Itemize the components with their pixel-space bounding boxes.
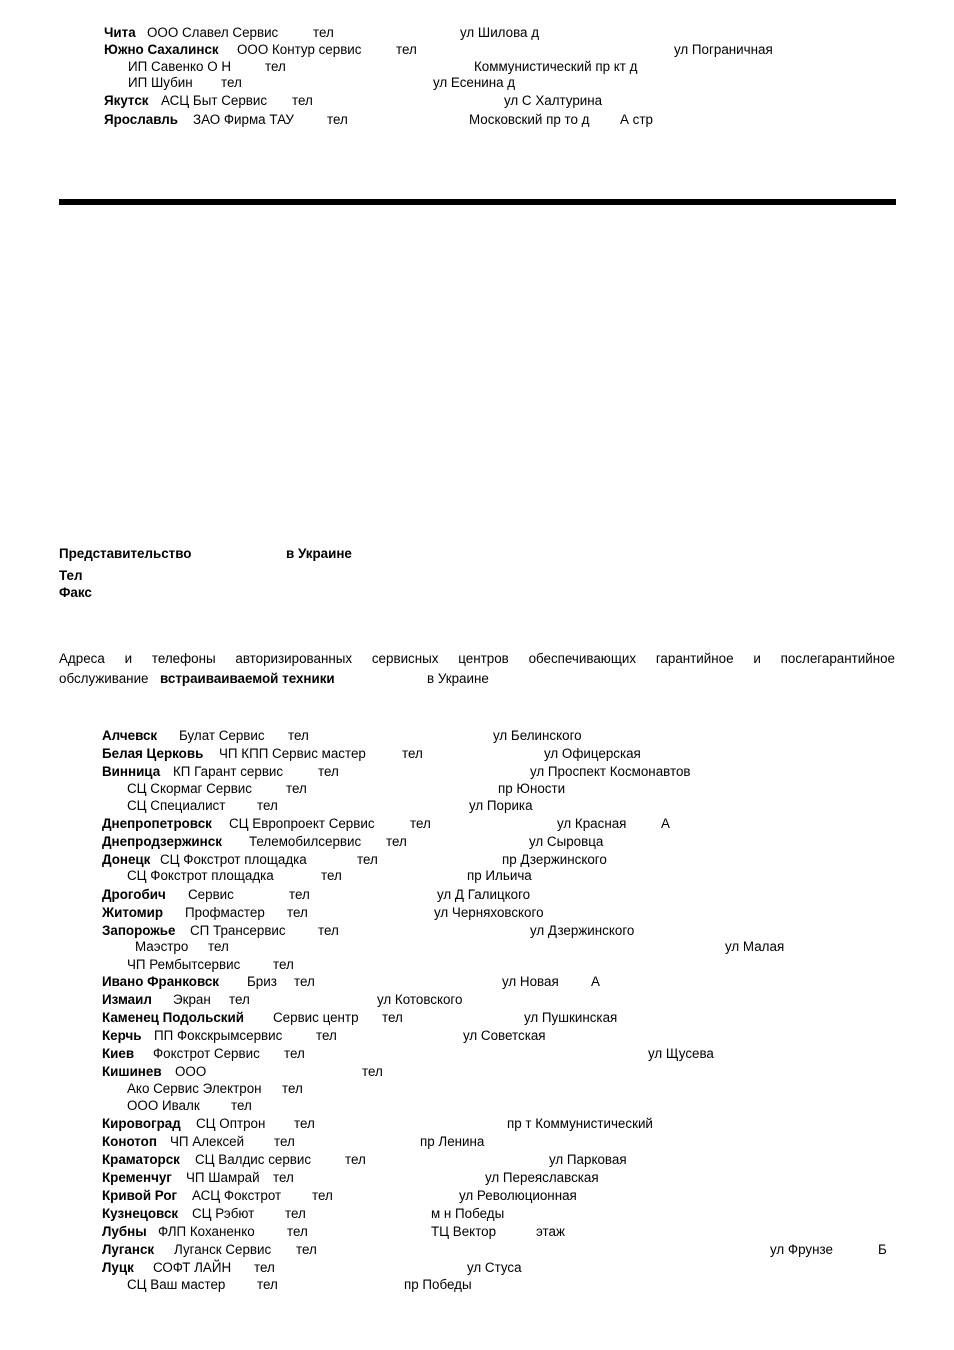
city-name: Измаил <box>102 992 152 1007</box>
city-name: Кишинев <box>102 1064 162 1079</box>
org-name: Луганск Сервис <box>174 1242 272 1257</box>
tel-label: тел <box>257 1277 278 1292</box>
tel-label: тел <box>285 1206 306 1221</box>
address: ул Малая <box>725 939 785 954</box>
org-name: ООО Контур сервис <box>237 42 362 57</box>
tel-label: тел <box>273 957 294 972</box>
address: ул Шилова д <box>460 25 540 40</box>
org-name: ЧП Алексей <box>170 1134 245 1149</box>
address: ул Советская <box>463 1028 546 1043</box>
city-name: Луганск <box>102 1242 155 1257</box>
city-name: Кременчуг <box>102 1170 172 1185</box>
org-name: СЦ Оптрон <box>196 1116 266 1131</box>
tel-label: тел <box>316 1028 337 1043</box>
org-name: СЦ Валдис сервис <box>195 1152 312 1167</box>
tel-label: тел <box>386 834 407 849</box>
org-name: СОФТ ЛАЙН <box>153 1260 232 1275</box>
org-name: ФЛП Коханенко <box>158 1224 255 1239</box>
org-name: Бриз <box>247 974 277 989</box>
city-name: Краматорск <box>102 1152 180 1167</box>
intro-bold: встраиваиваемой техники <box>160 671 335 686</box>
city-name: Алчевск <box>102 728 158 743</box>
city-name: Южно Сахалинск <box>104 42 219 57</box>
intro-line-2 <box>59 669 895 689</box>
address: ул Переяславская <box>485 1170 599 1185</box>
org-name: ИП Шубин <box>128 75 193 90</box>
tel-label: тел <box>402 746 423 761</box>
tel-label: тел <box>231 1098 252 1113</box>
city-name: Якутск <box>104 93 149 108</box>
tel-label: тел <box>286 781 307 796</box>
tel-label: тел <box>274 1134 295 1149</box>
org-name: Экран <box>173 992 211 1007</box>
org-name: Сервис <box>188 887 234 902</box>
city-name: Ярославль <box>104 112 179 127</box>
city-name: Белая Церковь <box>102 746 204 761</box>
org-name: ООО <box>175 1064 207 1079</box>
address: ТЦ Вектор <box>431 1224 497 1239</box>
city-name: Керчь <box>102 1028 142 1043</box>
org-name: СЦ Фокстрот площадка <box>127 868 274 883</box>
org-name: Телемобилсервис <box>249 834 362 849</box>
tel-label: тел <box>313 25 334 40</box>
tel-label: тел <box>318 923 339 938</box>
address: ул Стуса <box>467 1260 522 1275</box>
city-name: Ивано Франковск <box>102 974 220 989</box>
city-name: Кузнецовск <box>102 1206 179 1221</box>
org-name: ЧП Рембытсервис <box>127 957 241 972</box>
address: ул Пограничная <box>674 42 773 57</box>
address: ул Котовского <box>377 992 463 1007</box>
address: ул Красная <box>557 816 627 831</box>
tel-label: тел <box>273 1170 294 1185</box>
org-name: Ако Сервис Электрон <box>127 1081 262 1096</box>
address: ул Д Галицкого <box>437 887 531 902</box>
address: ул Фрунзе <box>770 1242 833 1257</box>
tel-label: тел <box>257 798 278 813</box>
address-extra: этаж <box>536 1224 565 1239</box>
address: пр Дзержинского <box>502 852 607 867</box>
tel-label: тел <box>362 1064 383 1079</box>
org-name: ПП Фокскрымсервис <box>154 1028 283 1043</box>
tel-label: тел <box>327 112 348 127</box>
tel-label: тел <box>312 1188 333 1203</box>
tel-label: тел <box>287 1224 308 1239</box>
city-name: Чита <box>104 25 136 40</box>
address: ул Революционная <box>459 1188 577 1203</box>
tel-label: тел <box>208 939 229 954</box>
intro-suffix: в Украине <box>427 671 489 686</box>
office-fax-label: Факс <box>59 585 92 600</box>
address: ул С Халтурина <box>504 93 603 108</box>
city-name: Донецк <box>102 852 151 867</box>
address-extra: А <box>591 974 600 989</box>
tel-label: тел <box>288 728 309 743</box>
org-name: ЧП КПП Сервис мастер <box>219 746 366 761</box>
org-name: СЦ Фокстрот площадка <box>160 852 307 867</box>
address: ул Пушкинская <box>524 1010 618 1025</box>
org-name: СЦ Рэбют <box>192 1206 255 1221</box>
org-name: СЦ Ваш мастер <box>127 1277 226 1292</box>
org-name: Сервис центр <box>273 1010 359 1025</box>
org-name: Фокстрот Сервис <box>153 1046 260 1061</box>
address: ул Новая <box>502 974 559 989</box>
address: ул Белинского <box>493 728 582 743</box>
address: Московский пр то д <box>469 112 590 127</box>
tel-label: тел <box>294 974 315 989</box>
org-name: СЦ Европроект Сервис <box>229 816 375 831</box>
tel-label: тел <box>292 93 313 108</box>
org-name: ЧП Шамрай <box>186 1170 260 1185</box>
org-name: ИП Савенко О Н <box>128 59 232 74</box>
org-name: АСЦ Быт Сервис <box>161 93 268 108</box>
city-name: Каменец Подольский <box>102 1010 244 1025</box>
org-name: Маэстро <box>135 939 189 954</box>
tel-label: тел <box>289 887 310 902</box>
address: пр Ильича <box>467 868 532 883</box>
address: ул Порика <box>469 798 533 813</box>
tel-label: тел <box>410 816 431 831</box>
office-title: Представительство <box>59 546 192 561</box>
tel-label: тел <box>221 75 242 90</box>
tel-label: тел <box>321 868 342 883</box>
tel-label: тел <box>382 1010 403 1025</box>
tel-label: тел <box>282 1081 303 1096</box>
intro-prefix: обслуживание <box>59 671 149 686</box>
tel-label: тел <box>294 1116 315 1131</box>
tel-label: тел <box>396 42 417 57</box>
address: пр Ленина <box>420 1134 485 1149</box>
office-tel-label: Тел <box>59 568 83 583</box>
intro-line-1: Адреса и телефоны авторизированных сервисных центров обеспечивающих гарантийное и послегарантийное <box>59 651 895 666</box>
city-name: Днепродзержинск <box>102 834 222 849</box>
address: Коммунистический пр кт д <box>474 59 638 74</box>
tel-label: тел <box>357 852 378 867</box>
tel-label: тел <box>345 1152 366 1167</box>
address: ул Офицерская <box>544 746 641 761</box>
org-name: СЦ Скормаг Сервис <box>127 781 252 796</box>
address: пр т Коммунистический <box>507 1116 653 1131</box>
city-name: Лубны <box>102 1224 147 1239</box>
city-name: Запорожье <box>102 923 176 938</box>
city-name: Конотоп <box>102 1134 157 1149</box>
city-name: Житомир <box>102 905 164 920</box>
address: ул Есенина д <box>433 75 516 90</box>
city-name: Днепропетровск <box>102 816 212 831</box>
org-name: СЦ Специалист <box>127 798 226 813</box>
address-extra: А стр <box>620 112 653 127</box>
org-name: Булат Сервис <box>179 728 265 743</box>
address: ул Дзержинского <box>530 923 635 938</box>
org-name: ЗАО Фирма ТАУ <box>193 112 294 127</box>
org-name: СП Трансервис <box>190 923 286 938</box>
tel-label: тел <box>296 1242 317 1257</box>
city-name: Киев <box>102 1046 135 1061</box>
city-name: Кривой Рог <box>102 1188 178 1203</box>
org-name: ООО Славел Сервис <box>147 25 279 40</box>
address: ул Сыровца <box>529 834 604 849</box>
address: м н Победы <box>431 1206 505 1221</box>
address-extra: Б <box>878 1242 887 1257</box>
city-name: Луцк <box>102 1260 134 1275</box>
tel-label: тел <box>265 59 286 74</box>
address: ул Черняховского <box>434 905 544 920</box>
tel-label: тел <box>229 992 250 1007</box>
address: пр Победы <box>404 1277 472 1292</box>
org-name: КП Гарант сервис <box>173 764 284 779</box>
address: ул Щусева <box>648 1046 714 1061</box>
org-name: ООО Ивалк <box>127 1098 200 1113</box>
tel-label: тел <box>318 764 339 779</box>
tel-label: тел <box>254 1260 275 1275</box>
city-name: Винница <box>102 764 161 779</box>
address: ул Проспект Космонавтов <box>530 764 691 779</box>
org-name: АСЦ Фокстрот <box>192 1188 282 1203</box>
tel-label: тел <box>284 1046 305 1061</box>
office-country: в Украине <box>286 546 352 561</box>
city-name: Дрогобич <box>102 887 166 902</box>
horizontal-divider <box>59 199 896 205</box>
address-extra: А <box>661 816 670 831</box>
intro-paragraph <box>59 649 895 689</box>
tel-label: тел <box>287 905 308 920</box>
address: ул Парковая <box>549 1152 627 1167</box>
address: пр Юности <box>498 781 566 796</box>
org-name: Профмастер <box>185 905 265 920</box>
city-name: Кировоград <box>102 1116 181 1131</box>
